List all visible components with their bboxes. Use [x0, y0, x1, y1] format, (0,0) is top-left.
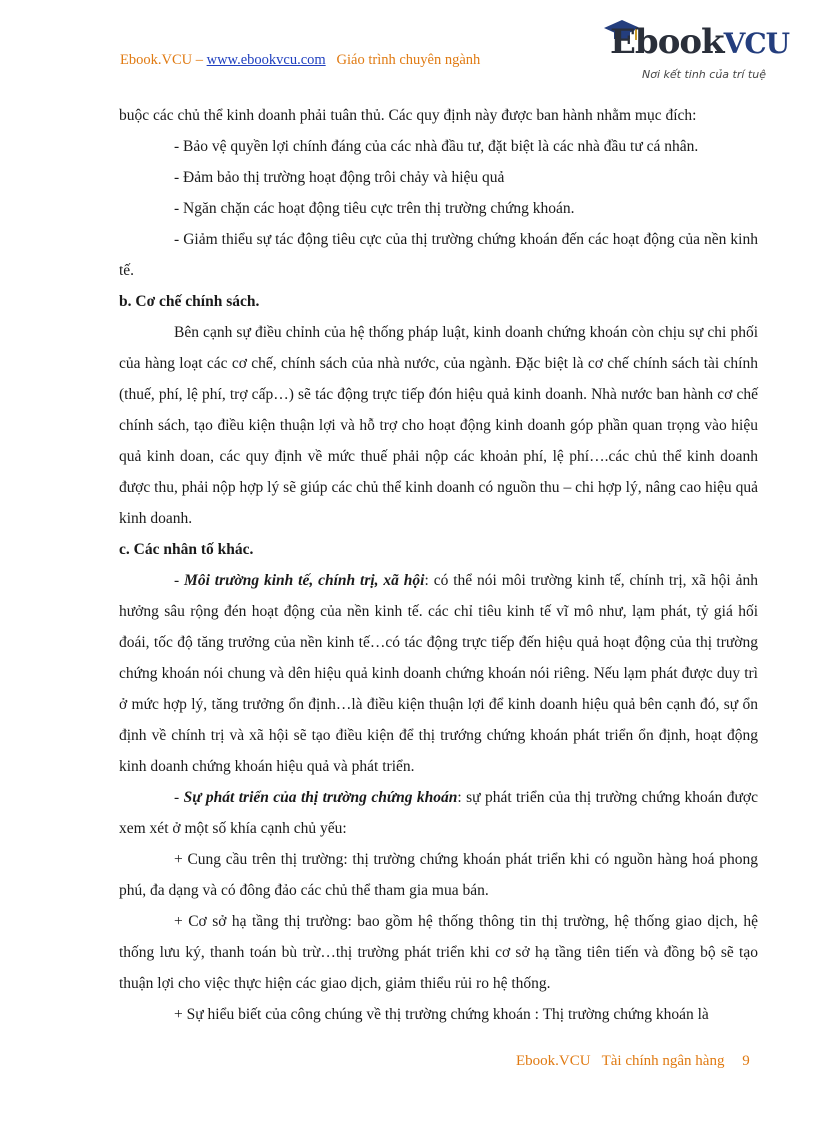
section-heading-b: b. Cơ chế chính sách. — [119, 293, 260, 310]
emphasis-title: Môi trường kinh tế, chính trị, xã hội — [184, 572, 425, 589]
page-number: 9 — [742, 1053, 750, 1069]
paragraph: Bên cạnh sự điều chỉnh của hệ thống pháp luật, kinh doanh chứng khoán còn chịu sự chi phối của hàng loạt các cơ chế, chính sách của nhà nước, của ngành. Đặc biệt là cơ chế chính sách tài chính (thuế, phí, lệ phí, trợ cấp…) sẽ tác động trực tiếp đón hiệu quả kinh doanh. Nhà nước ban hành cơ chế chính sách, tạo điều kiện thuận lợi và hỗ trợ cho hoạt động kinh doanh góp phần quan trọng vào hiệu quả kinh doan, các quy định về mức thuế phải nộp các khoản phí, lệ phí….các chủ thể kinh doanh được thu, phải nộp hợp lý sẽ giúp các chủ thể kinh doanh có nguồn thu – chi hợp lý, nâng cao hiệu quả kinh doanh. — [119, 324, 758, 527]
sub-item: + Sự hiểu biết của công chúng về thị trường chứng khoán : Thị trường chứng khoán là — [174, 1006, 709, 1023]
list-item: - Bảo vệ quyền lợi chính đáng của các nhà đầu tư, đặt biệt là các nhà đầu tư cá nhân. — [174, 138, 699, 155]
logo-tagline: Nơi kết tinh của trí tuệ — [642, 68, 766, 81]
header-dash: – — [195, 52, 203, 68]
logo-brand: EbookVCU — [610, 22, 790, 62]
page-header — [120, 52, 480, 69]
paragraph: - Môi trường kinh tế, chính trị, xã hội: có thể nói môi trường kinh tế, chính trị, xã hội ảnh hưởng sâu rộng đén hoạt động của nền kinh tế. các chỉ tiêu kinh tế vĩ mô như, lạm phát, tỷ giá hối đoái, tốc độ tăng trưởng của nền kinh tế…có tác động trực tiếp đến hiệu quả hoạt động của thị trường chứng khoán nói chung và dên hiệu quả kinh doanh chứng khoán nói riêng. Nếu lạm phát được duy trì ở mức hợp lý, tăng trưởng ổn định…là điều kiện thuận lợi để kinh doanh hiệu quả bên cạnh đó, sự ổn định về chính trị và xã hội sẽ tạo điều kiện để thị trướng chứng khoán phát triển ổn định, hoạt động kinh doanh chứng khoán hiệu quả và phát triển. — [119, 572, 758, 775]
paragraph: - Sự phát triển của thị trường chứng khoán: sự phát triển của thị trường chứng khoán được xem xét ở một số khía cạnh chủ yếu: — [119, 789, 759, 837]
header-url-link[interactable]: www.ebookvcu.com — [206, 52, 326, 68]
ebook-vcu-logo — [600, 22, 790, 92]
header-section: Giáo trình chuyên ngành — [336, 52, 481, 68]
list-item: - Ngăn chặn các hoạt động tiêu cực trên thị trường chứng khoán. — [174, 200, 575, 217]
sub-item: + Cơ sở hạ tầng thị trường: bao gồm hệ thống thông tin thị trường, hệ thống giao dịch, hệ thống lưu ký, thanh toán bù trừ…thị trường phát triển khi cơ sở hạ tầng tiên tiến và đồng bộ sẽ tạo thuận lợi cho việc thực hiện các giao dịch, giảm thiểu rủi ro hệ thống. — [119, 913, 758, 992]
page-footer — [516, 1053, 750, 1070]
list-item: - Đảm bảo thị trường hoạt động trôi chảy và hiệu quả — [174, 169, 505, 186]
document-body — [119, 100, 758, 1030]
footer-section: Tài chính ngân hàng — [601, 1053, 725, 1069]
emphasis-title: Sự phát triển của thị trường chứng khoán — [183, 789, 458, 806]
list-item: - Giảm thiểu sự tác động tiêu cực của thị trường chứng khoán đến các hoạt động của nền kinh tế. — [119, 231, 758, 279]
sub-item: + Cung cầu trên thị trường: thị trường chứng khoán phát triển khi có nguồn hàng hoá phong phú, đa dạng và có đông đảo các chủ thể tham gia mua bán. — [119, 851, 758, 899]
header-site-name: Ebook.VCU — [120, 52, 193, 68]
paragraph: buộc các chủ thể kinh doanh phải tuân thủ. Các quy định này được ban hành nhằm mục đích: — [119, 107, 697, 124]
footer-site: Ebook.VCU — [516, 1053, 591, 1069]
section-heading-c: c. Các nhân tố khác. — [119, 541, 254, 558]
